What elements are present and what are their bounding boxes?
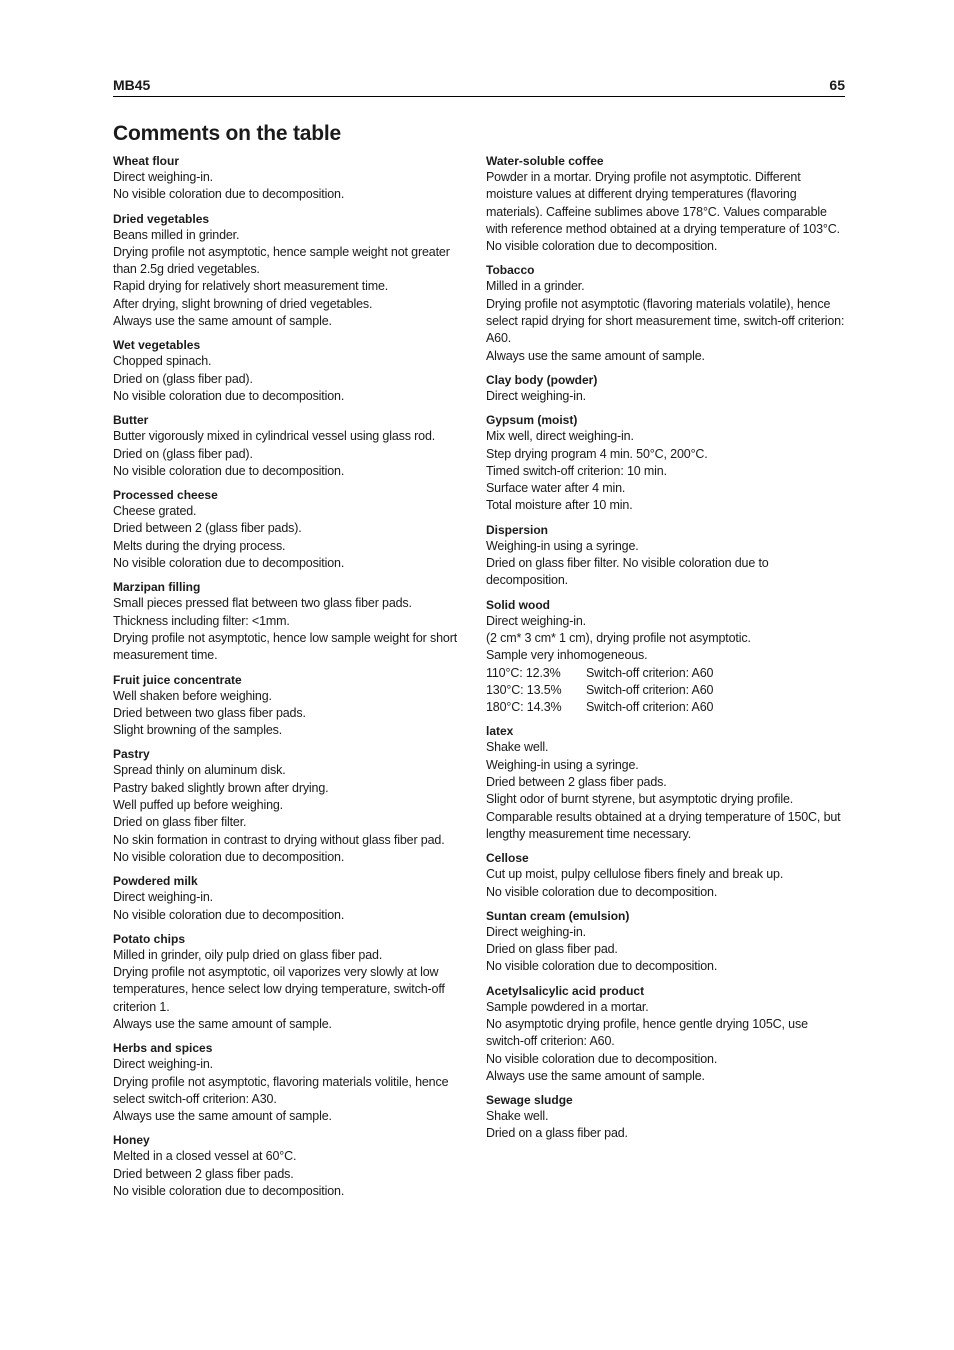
page-header	[113, 77, 845, 97]
comment-entry-fruit-juice-concentrate	[113, 672, 475, 740]
entry-text-line: Powder in a mortar. Drying profile not asymptotic. Different moisture values at different drying temperatures (flavoring materials). Caffeine sublimes above 178°C. Values comparable with reference method obtained at a drying temperature of 103°C.	[486, 170, 840, 236]
comment-entry-marzipan-filling	[113, 579, 475, 664]
result-temperature-moisture: 130°C: 13.5%	[486, 682, 562, 697]
entry-text-line: Melted in a closed vessel at 60°C.	[113, 1149, 297, 1164]
comment-entry-potato-chips	[113, 931, 475, 1033]
entry-text-line: Direct weighing-in.	[113, 1057, 213, 1072]
entry-text-line: Dried on (glass fiber pad).	[113, 371, 253, 386]
entry-heading: Butter	[113, 413, 149, 428]
entry-heading: Powdered milk	[113, 874, 198, 889]
entry-text-line: (2 cm* 3 cm* 1 cm), drying profile not asymptotic.	[486, 630, 751, 645]
entry-text-line: Beans milled in grinder.	[113, 227, 240, 242]
entry-text-line: Shake well.	[486, 740, 549, 755]
entry-text-line: No visible coloration due to decomposition.	[486, 959, 718, 974]
comment-entry-acetylsalicylic-acid-product	[486, 983, 848, 1085]
entry-text-line: Well puffed up before weighing.	[113, 798, 284, 813]
entry-text-line: Always use the same amount of sample.	[113, 314, 332, 329]
entry-heading: Clay body (powder)	[486, 372, 598, 387]
entry-heading: Wet vegetables	[113, 338, 201, 353]
entry-heading: Dried vegetables	[113, 211, 210, 226]
entry-text-line: Well shaken before weighing.	[113, 688, 272, 703]
result-row	[486, 699, 848, 716]
entry-text-line: Drying profile not asymptotic, flavoring materials volitile, hence select switch-off criterion: A30.	[113, 1074, 449, 1106]
entry-text-line: Direct weighing-in.	[486, 613, 586, 628]
right-column	[486, 153, 848, 1150]
entry-text-line: Always use the same amount of sample.	[113, 1016, 332, 1031]
entry-text-line: Butter vigorously mixed in cylindrical vessel using glass rod.	[113, 429, 436, 444]
entry-text-line: Always use the same amount of sample.	[486, 348, 705, 363]
left-column	[113, 153, 475, 1207]
entry-text-line: Dried on (glass fiber pad).	[113, 446, 253, 461]
comment-entry-suntan-cream-emulsion	[486, 908, 848, 976]
entry-text-line: No asymptotic drying profile, hence gentle drying 105C, use switch-off criterion: A60.	[486, 1016, 808, 1049]
page-number: 65	[829, 77, 845, 93]
entry-text-line: No visible coloration due to decomposition.	[486, 884, 718, 899]
entry-text-line: Direct weighing-in.	[486, 924, 586, 939]
entry-text-line: Weighing-in using a syringe.	[486, 757, 639, 772]
entry-text-line: Dried between 2 (glass fiber pads).	[113, 521, 302, 536]
entry-text-line: Dried on glass fiber filter. No visible coloration due to decomposition.	[486, 556, 769, 588]
entry-text-line: No visible coloration due to decomposition.	[113, 556, 345, 571]
entry-text-line: Rapid drying for relatively short measurement time.	[113, 279, 389, 294]
entry-text-line: Dried on glass fiber filter.	[113, 815, 247, 830]
comment-entry-wheat-flour	[113, 153, 475, 204]
comment-entry-processed-cheese	[113, 487, 475, 572]
entry-heading: Marzipan filling	[113, 580, 201, 595]
result-row	[486, 665, 848, 682]
comment-entry-honey	[113, 1132, 475, 1200]
entry-heading: Cellose	[486, 851, 529, 866]
comment-entry-cellose	[486, 850, 848, 901]
entry-text-line: Spread thinly on aluminum disk.	[113, 763, 286, 778]
entry-text-line: No visible coloration due to decomposition.	[113, 463, 345, 478]
comment-entry-water-soluble-coffee	[486, 153, 848, 255]
entry-heading: Gypsum (moist)	[486, 413, 578, 428]
result-switch-off-criterion: Switch-off criterion: A60	[586, 682, 714, 697]
entry-heading: Pastry	[113, 747, 150, 762]
comment-entry-gypsum-moist	[486, 412, 848, 514]
entry-text-line: Drying profile not asymptotic, hence sample weight not greater than 2.5g dried vegetables.	[113, 244, 450, 277]
entry-text-line: Surface water after 4 min.	[486, 481, 626, 496]
entry-text-line: Dried on a glass fiber pad.	[486, 1126, 628, 1141]
entry-text-line: Dried on glass fiber pad.	[486, 942, 618, 957]
entry-text-line: Small pieces pressed flat between two glass fiber pads.	[113, 596, 412, 611]
comment-entry-tobacco	[486, 262, 848, 364]
entry-text-line: Slight odor of burnt styrene, but asymptotic drying profile.	[486, 792, 794, 807]
entry-text-line: Shake well.	[486, 1109, 549, 1124]
entry-heading: Water-soluble coffee	[486, 154, 604, 168]
entry-text-line: Drying profile not asymptotic, oil vaporizes very slowly at low temperatures, hence select low drying temperature, switch-off criterion 1.	[113, 965, 445, 1014]
entry-text-line: Drying profile not asymptotic, hence low sample weight for short measurement time.	[113, 630, 458, 663]
entry-text-line: Direct weighing-in.	[113, 170, 213, 184]
entry-heading: Acetylsalicylic acid product	[486, 983, 645, 998]
entry-text-line: No visible coloration due to decomposition.	[113, 187, 345, 202]
entry-text-line: Slight browning of the samples.	[113, 723, 283, 738]
entry-text-line: Step drying program 4 min. 50°C, 200°C.	[486, 446, 708, 461]
entry-heading: Dispersion	[486, 522, 549, 537]
entry-text-line: No visible coloration due to decomposition.	[486, 239, 718, 254]
entry-text-line: Always use the same amount of sample.	[486, 1068, 705, 1083]
entry-text-line: Dried between two glass fiber pads.	[113, 705, 306, 720]
entry-text-line: Dried between 2 glass fiber pads.	[113, 1166, 294, 1181]
entry-heading: latex	[486, 724, 514, 739]
entry-heading: Tobacco	[486, 263, 535, 278]
comment-entry-powdered-milk	[113, 873, 475, 924]
entry-heading: Honey	[113, 1133, 150, 1148]
comment-entry-dried-vegetables	[113, 211, 475, 331]
entry-heading: Suntan cream (emulsion)	[486, 908, 630, 923]
entry-text-line: Melts during the drying process.	[113, 538, 286, 553]
comment-entry-sewage-sludge	[486, 1092, 848, 1143]
entry-text-line: Pastry baked slightly brown after drying.	[113, 780, 329, 795]
entry-text-line: Chopped spinach.	[113, 354, 212, 369]
entry-text-line: Mix well, direct weighing-in.	[486, 429, 634, 444]
entry-text-line: Total moisture after 10 min.	[486, 498, 633, 513]
comment-entry-solid-wood	[486, 597, 848, 717]
entry-text-line: No visible coloration due to decomposition.	[113, 388, 345, 403]
result-switch-off-criterion: Switch-off criterion: A60	[586, 700, 714, 715]
comment-entry-butter	[113, 412, 475, 480]
comment-entry-dispersion	[486, 522, 848, 590]
entry-heading: Wheat flour	[113, 154, 179, 168]
entry-text-line: Weighing-in using a syringe.	[486, 538, 639, 553]
entry-text-line: Milled in grinder, oily pulp dried on glass fiber pad.	[113, 947, 383, 962]
entry-text-line: No visible coloration due to decomposition.	[113, 849, 345, 864]
entry-text-line: Always use the same amount of sample.	[113, 1109, 332, 1124]
result-row	[486, 682, 848, 699]
entry-text-line: Dried between 2 glass fiber pads.	[486, 775, 667, 790]
manual-model-label: MB45	[113, 77, 151, 93]
comment-entry-pastry	[113, 746, 475, 866]
comment-entry-clay-body-powder	[486, 372, 848, 405]
entry-text-line: Milled in a grinder.	[486, 279, 585, 294]
result-temperature-moisture: 110°C: 12.3%	[486, 665, 561, 680]
comment-entry-wet-vegetables	[113, 337, 475, 405]
entry-text-line: Direct weighing-in.	[486, 388, 586, 403]
entry-text-line: Thickness including filter: <1mm.	[113, 613, 290, 628]
entry-text-line: Comparable results obtained at a drying temperature of 150C, but lengthy measurement time necessary.	[486, 809, 841, 841]
entry-heading: Sewage sludge	[486, 1093, 573, 1108]
entry-text-line: Sample very inhomogeneous.	[486, 648, 648, 663]
entry-heading: Herbs and spices	[113, 1041, 213, 1056]
comment-entry-latex	[486, 723, 848, 843]
entry-text-line: No visible coloration due to decomposition.	[486, 1051, 718, 1066]
entry-heading: Processed cheese	[113, 488, 218, 503]
page-title: Comments on the table	[113, 122, 341, 145]
entry-text-line: Cut up moist, pulpy cellulose fibers finely and break up.	[486, 867, 784, 882]
entry-text-line: No visible coloration due to decomposition.	[113, 907, 345, 922]
entry-heading: Solid wood	[486, 597, 550, 612]
entry-text-line: No skin formation in contrast to drying without glass fiber pad.	[113, 832, 445, 847]
entry-text-line: Cheese grated.	[113, 504, 197, 519]
entry-text-line: Timed switch-off criterion: 10 min.	[486, 463, 667, 478]
entry-text-line: No visible coloration due to decomposition.	[113, 1184, 345, 1199]
result-switch-off-criterion: Switch-off criterion: A60	[586, 665, 714, 680]
result-temperature-moisture: 180°C: 14.3%	[486, 700, 562, 715]
entry-text-line: Direct weighing-in.	[113, 890, 213, 905]
entry-heading: Fruit juice concentrate	[113, 672, 242, 687]
entry-text-line: After drying, slight browning of dried vegetables.	[113, 296, 373, 311]
entry-text-line: Sample powdered in a mortar.	[486, 999, 649, 1014]
entry-text-line: Drying profile not asymptotic (flavoring materials volatile), hence select rapid drying for short measurement time, switch-off criterion: A60.	[486, 296, 845, 346]
comment-entry-herbs-and-spices	[113, 1040, 475, 1125]
entry-heading: Potato chips	[113, 931, 186, 946]
